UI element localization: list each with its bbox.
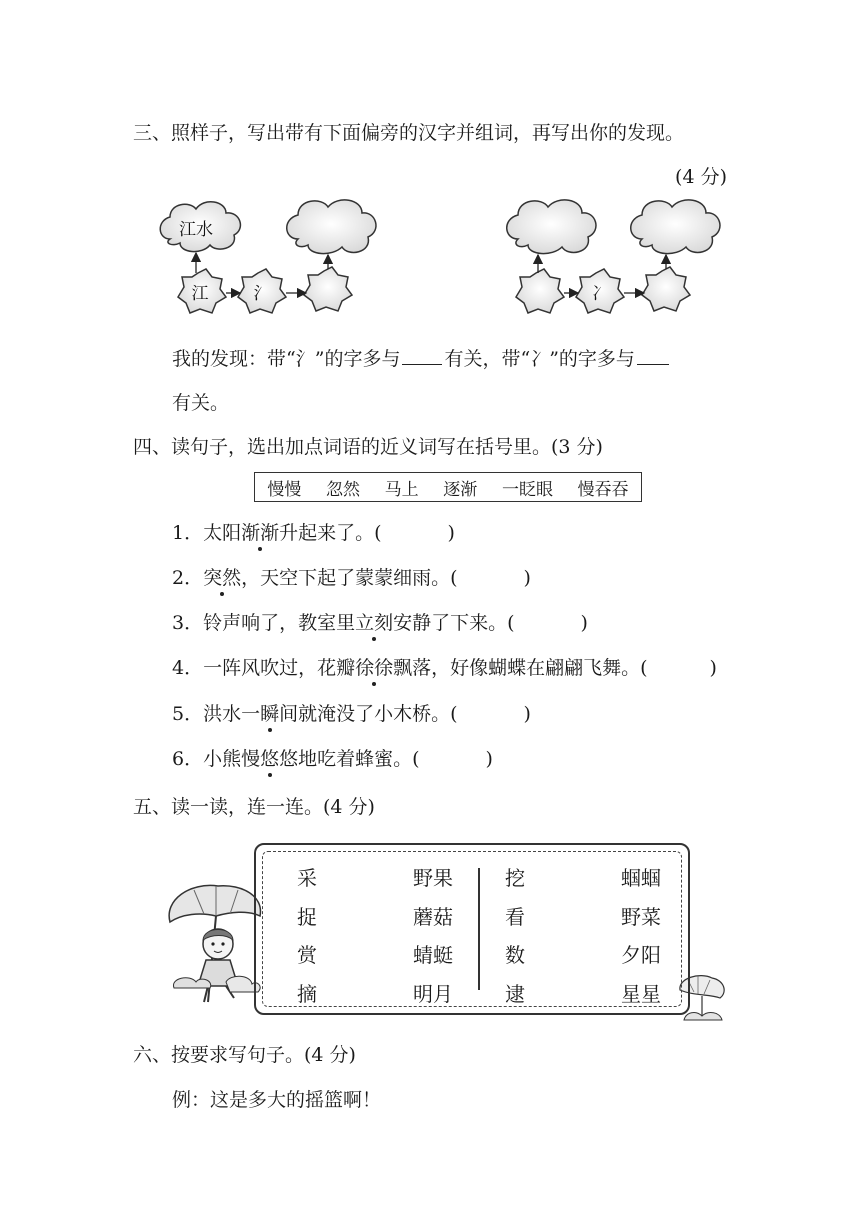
match-column-verbs-right [505,859,525,1013]
sentence-item: 6．小熊慢悠悠地吃着蜂蜜。( ) [172,748,493,770]
word-bank-item: 马上 [384,479,419,500]
column-divider [478,868,480,990]
match-column-verbs-left [297,859,317,1013]
radical-diagram [150,195,730,325]
sentence-item: 3．铃声响了，教室里立刻安静了下来。( ) [172,612,588,634]
discovery-line: 我的发现：带“氵”的字多与 有关，带“冫”的字多与 [172,344,671,371]
word-bank-item: 慢吞吞 [577,479,629,500]
dotted-word: 立刻 [355,612,394,634]
word-bank-item: 一眨眼 [501,479,553,500]
dotted-word: 徐徐 [355,657,394,679]
diagram-char-label: 江 [191,284,209,304]
match-item[interactable]: 蘑菇 [413,904,453,929]
diagram-word-label: 江水 [179,220,213,240]
word-bank-item: 忽然 [325,479,360,500]
star-blank-right-2 [642,267,690,311]
sentence-item: 2．突然，天空下起了蒙蒙细雨。( ) [172,567,531,589]
match-item[interactable]: 数 [505,943,525,967]
section5-title: 五、读一读，连一连。(4 分) [133,796,375,818]
match-item[interactable]: 明月 [413,981,453,1006]
match-item[interactable]: 野菜 [621,904,661,929]
match-item[interactable]: 挖 [505,866,525,890]
match-column-nouns-left [413,859,453,1013]
dotted-word: 渐渐 [241,522,280,544]
blank-field[interactable] [402,346,442,365]
match-item[interactable]: 捉 [297,904,317,929]
cloud-blank-1 [287,200,376,254]
section6-title: 六、按要求写句子。(4 分) [133,1044,356,1066]
match-item[interactable]: 蜻蜓 [413,943,453,967]
diagram-radical-label-right: 冫 [591,284,609,304]
match-item[interactable]: 看 [505,904,525,929]
discovery-end: 有关。 [172,392,230,414]
match-item[interactable]: 夕阳 [621,943,661,967]
match-item[interactable]: 蝈蝈 [621,866,661,890]
match-item[interactable]: 星星 [621,981,661,1006]
match-item[interactable]: 逮 [505,981,525,1006]
sentence-item: 5．洪水一瞬间就淹没了小木桥。( ) [172,703,531,725]
star-blank-right-1 [516,269,564,313]
dotted-word: 突然 [203,567,242,589]
section4-title: 四、读句子，选出加点词语的近义词写在括号里。(3 分) [133,436,603,458]
dotted-word: 一瞬间 [241,703,299,725]
word-bank-item: 慢慢 [267,479,302,500]
blank-field[interactable] [637,346,669,365]
cloud-blank-3 [631,200,720,254]
section3-title: 三、照样子，写出带有下面偏旁的汉字并组词，再写出你的发现。 [133,122,685,144]
match-item[interactable]: 野果 [413,866,453,890]
matching-frame-inner [262,851,682,1007]
cloud-blank-2 [507,200,596,254]
sentence-item: 1．太阳渐渐升起来了。( ) [172,522,455,544]
dotted-word: 慢悠悠 [241,748,299,770]
section3-score: (4 分) [675,166,727,188]
match-column-nouns-right [621,859,661,1013]
match-item[interactable]: 赏 [297,943,317,967]
example-sentence: 例：这是多大的摇篮啊！ [172,1089,382,1111]
match-item[interactable]: 摘 [297,981,317,1006]
word-bank-item: 逐渐 [443,479,478,500]
sentence-item: 4．一阵风吹过，花瓣徐徐飘落，好像蝴蝶在翩翩飞舞。( ) [172,657,717,679]
match-item[interactable]: 采 [297,866,317,890]
star-blank-left [304,267,352,311]
word-bank [254,472,642,502]
diagram-radical-label-left: 氵 [253,284,271,304]
